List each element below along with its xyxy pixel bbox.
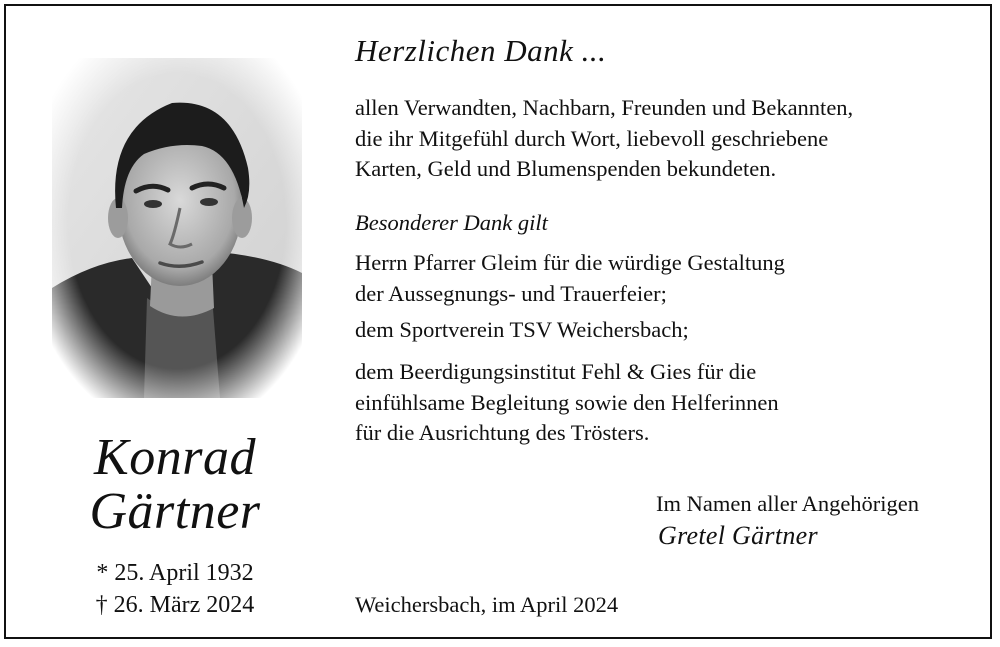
thanks-intro-line: Karten, Geld und Blumenspenden bekundeten. (355, 156, 777, 181)
paragraph-line: dem Beerdigungsinstitut Fehl & Gies für die (355, 359, 757, 384)
death-date: † 26. März 2024 (95, 592, 255, 618)
thanks-paragraph-pastor (355, 248, 785, 309)
thanks-paragraph-sports-club (355, 315, 689, 346)
thanks-heading: Herzlichen Dank ... (355, 33, 607, 68)
place-and-date: Weichersbach, im April 2024 (355, 592, 619, 617)
signature-intro: Im Namen aller Angehörigen (656, 491, 920, 516)
paragraph-line: einfühlsame Begleitung sowie den Helferinnen (355, 389, 779, 415)
thanks-intro (355, 93, 853, 185)
thanks-intro-line: allen Verwandten, Nachbarn, Freunden und Bekannten, (355, 95, 854, 120)
paragraph-line: für die Ausrichtung des Trösters. (355, 420, 650, 445)
paragraph-line: dem Sportverein TSV Weichersbach; (355, 317, 689, 342)
thanks-paragraph-funeral-home (355, 357, 779, 449)
paragraph-line: der Aussegnungs- und Trauerfeier; (355, 280, 667, 306)
paragraph-line: Herrn Pfarrer Gleim für die würdige Gestaltung (355, 250, 785, 275)
signature-name: Gretel Gärtner (658, 521, 818, 550)
deceased-first-name: Konrad (94, 429, 256, 486)
birth-date: * 25. April 1932 (96, 560, 254, 586)
deceased-last-name: Gärtner (89, 483, 261, 540)
thanks-intro-line: die ihr Mitgefühl durch Wort, liebevoll geschriebene (355, 125, 829, 151)
special-thanks-heading: Besonderer Dank gilt (355, 210, 548, 235)
portrait-photo (52, 58, 302, 398)
